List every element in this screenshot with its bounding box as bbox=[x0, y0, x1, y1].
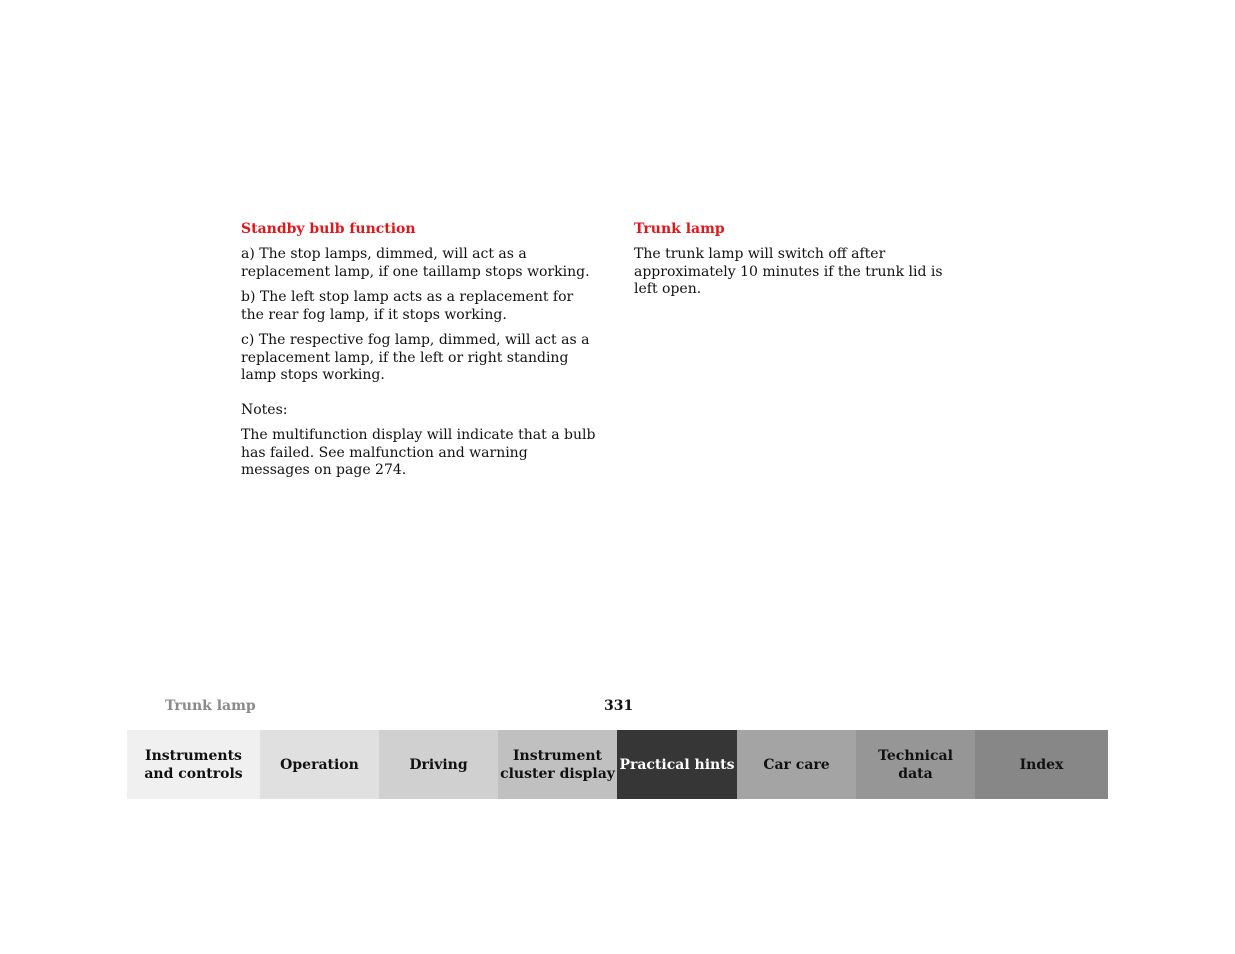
tab-technical-data[interactable]: Technical data bbox=[856, 730, 975, 799]
tab-instruments-and-controls[interactable]: Instruments and controls bbox=[127, 730, 260, 799]
tab-index[interactable]: Index bbox=[975, 730, 1108, 799]
left-column bbox=[241, 220, 597, 488]
paragraph-c: c) The respective fog lamp, dimmed, will act as a replacement lamp, if the left or right standing lamp stops working. bbox=[241, 332, 590, 383]
paragraph-b: b) The left stop lamp acts as a replacement for the rear fog lamp, if it stops working. bbox=[241, 289, 574, 323]
tab-instrument-cluster-display[interactable]: Instrument cluster display bbox=[498, 730, 617, 799]
standby-bulb-heading: Standby bulb function bbox=[241, 221, 416, 237]
notes-text: The multifunction display will indicate that a bulb has failed. See malfunction and warning messages on page 274. bbox=[241, 427, 596, 478]
tab-practical-hints[interactable]: Practical hints bbox=[617, 730, 737, 799]
trunk-lamp-paragraph: The trunk lamp will switch off after approximately 10 minutes if the trunk lid is left open. bbox=[634, 246, 943, 297]
tab-operation[interactable]: Operation bbox=[260, 730, 379, 799]
right-column bbox=[634, 220, 964, 307]
tab-car-care[interactable]: Car care bbox=[737, 730, 856, 799]
footer-section-title: Trunk lamp bbox=[165, 698, 256, 714]
paragraph-a: a) The stop lamps, dimmed, will act as a replacement lamp, if one taillamp stops working. bbox=[241, 246, 590, 280]
section-nav-bar bbox=[127, 730, 1108, 799]
notes-label: Notes: bbox=[241, 401, 288, 418]
tab-driving[interactable]: Driving bbox=[379, 730, 498, 799]
page-number: 331 bbox=[604, 698, 634, 714]
trunk-lamp-heading: Trunk lamp bbox=[634, 221, 725, 237]
